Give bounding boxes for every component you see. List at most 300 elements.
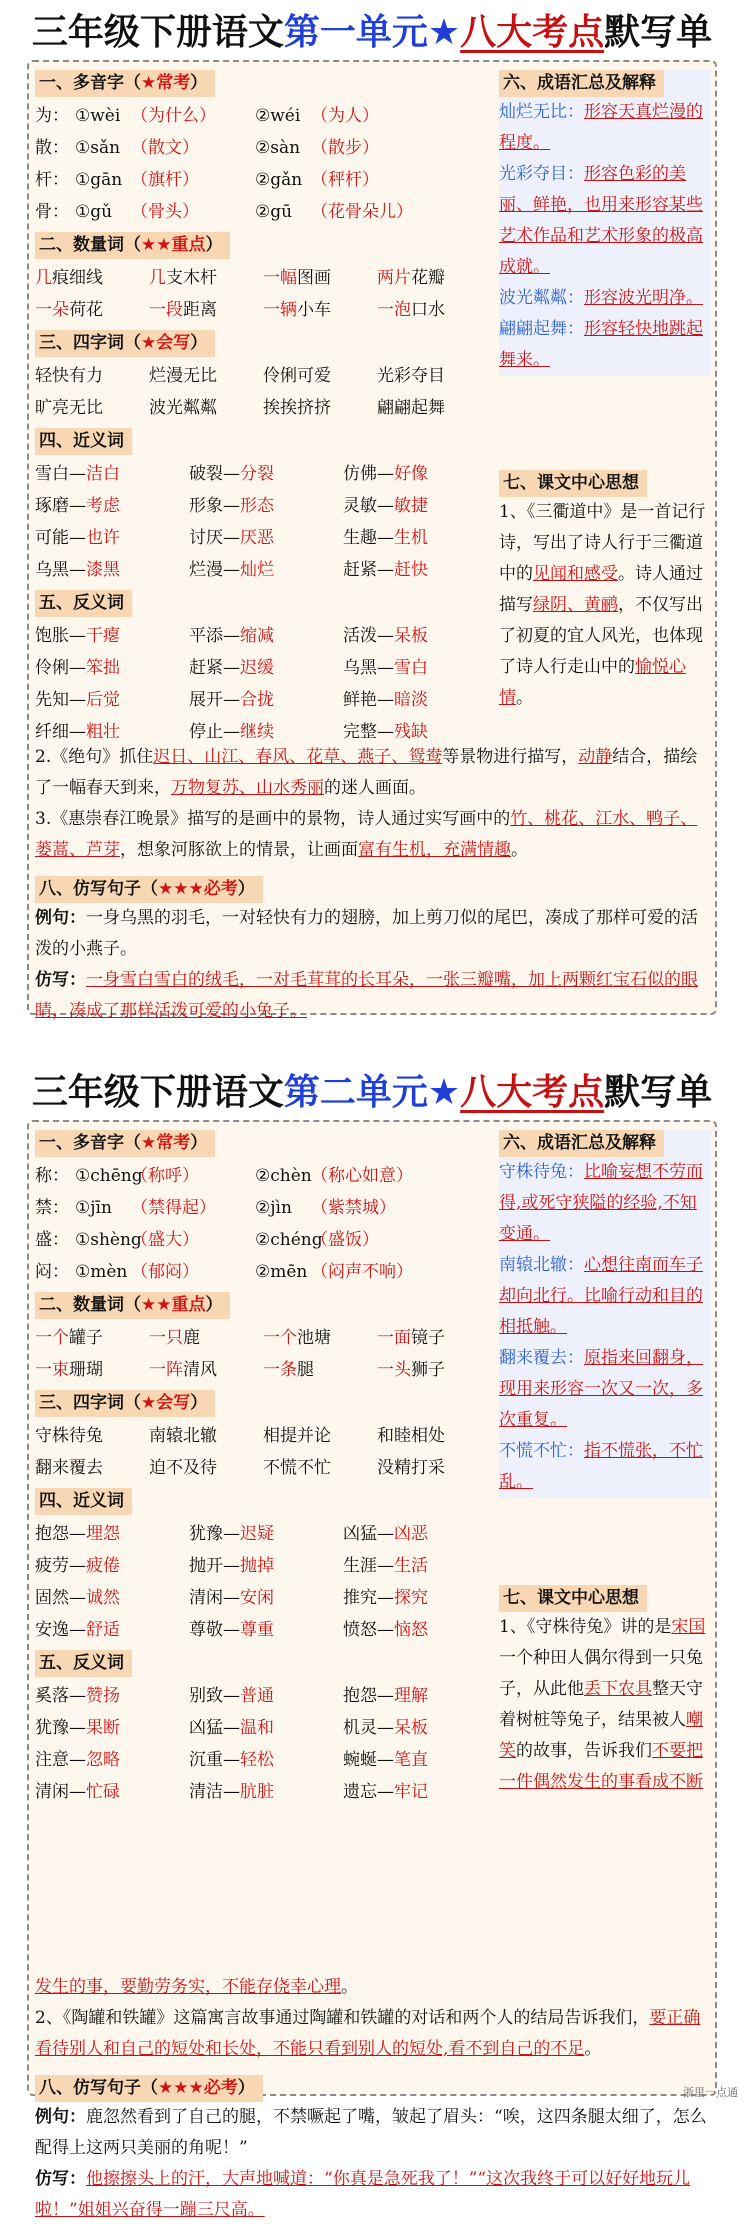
fourchar-row	[35, 1452, 493, 1484]
antonym-answer: 牢记	[394, 1782, 428, 1802]
synonym-answer: 埋怨	[86, 1524, 120, 1544]
measure-noun: 池塘	[297, 1328, 331, 1348]
word-2: （花骨朵儿）	[311, 202, 413, 222]
fourchar-heading-text: 三、四字词（	[39, 333, 141, 353]
antonym-answer: 肮脏	[240, 1782, 274, 1802]
antonym-answer: 笔直	[394, 1750, 428, 1770]
antonym-pair	[189, 652, 274, 684]
central-idea-1-run: 见闻和感受	[533, 564, 618, 584]
measure-word: 一泡	[377, 300, 411, 320]
measure-item	[149, 294, 217, 326]
antonym-word: 犹豫—	[35, 1718, 86, 1738]
antonym-word: 抱怨—	[343, 1686, 394, 1706]
antonym-word: 纤细—	[35, 722, 86, 742]
synonym-word: 尊敬—	[189, 1620, 240, 1640]
fourchar-word: 没精打采	[377, 1458, 445, 1478]
fourchar-heading	[35, 1390, 215, 1417]
central-idea-heading	[499, 470, 647, 497]
fourchar-word: 南辕北辙	[149, 1426, 217, 1446]
word-1: （称呼）	[131, 1166, 199, 1186]
measure-heading-text: 二、数量词（	[39, 1295, 141, 1315]
synonym-answer: 形态	[240, 496, 274, 516]
central-idea-1-run: 的故事，告诉我们	[516, 1741, 652, 1761]
fourchar-word: 烂漫无比	[149, 366, 217, 386]
synonym-pair	[343, 554, 428, 586]
antonym-answer: 忽略	[86, 1750, 120, 1770]
central-idea-1-run: 宋国	[671, 1617, 706, 1637]
imitation-label: 仿写：	[35, 970, 86, 990]
antonym-answer: 理解	[394, 1686, 428, 1706]
antonym-pair	[343, 684, 428, 716]
antonym-pair	[189, 684, 274, 716]
spacer	[35, 866, 711, 876]
word-2: （紫禁城）	[311, 1198, 396, 1218]
measure-item	[377, 262, 445, 294]
measure-word: 一面	[377, 1328, 411, 1348]
central-idea-1-run: 愉悦心情	[499, 657, 686, 708]
pinyin-1: ①gān	[75, 170, 123, 190]
fourchar-row	[35, 392, 493, 424]
fourchar-heading-stars: ★会写	[141, 1393, 191, 1413]
measure-heading-text: 二、数量词（	[39, 235, 141, 255]
word-2: （秤杆）	[311, 170, 379, 190]
synonym-word: 雪白—	[35, 464, 86, 484]
antonym-word: 别致—	[189, 1686, 240, 1706]
polyphone-char: 骨：	[35, 202, 69, 222]
measure-row	[35, 1354, 493, 1386]
antonym-word: 赶紧—	[189, 658, 240, 678]
measure-heading-close: ）	[205, 235, 223, 255]
synonym-pair	[189, 1582, 274, 1614]
antonym-answer: 雪白	[394, 658, 428, 678]
synonym-pair	[189, 1550, 274, 1582]
central-idea-1-run: 。诗人通过描写	[499, 564, 703, 615]
idiom-item	[499, 97, 711, 159]
synonym-pair	[35, 490, 120, 522]
synonym-answer: 厌恶	[240, 528, 274, 548]
central-idea-3-run: 。	[511, 840, 528, 860]
word-2: （为人）	[311, 106, 379, 126]
synonym-answer: 分裂	[240, 464, 274, 484]
pinyin-2: ②chéng	[255, 1230, 323, 1250]
measure-word: 一朵	[35, 300, 69, 320]
central-idea-1-run: 嘲笑	[499, 1710, 703, 1761]
polyphone-char: 杆：	[35, 170, 69, 190]
antonym-answer: 呆板	[394, 626, 428, 646]
idiom-item	[499, 1157, 711, 1250]
synonym-answer: 迟疑	[240, 1524, 274, 1544]
central-idea-3-run: ，想象河豚欲上的情景，让画面	[120, 840, 358, 860]
synonym-answer: 漆黑	[86, 560, 120, 580]
synonym-pair	[189, 554, 274, 586]
synonym-pair	[35, 554, 120, 586]
synonym-word: 疲劳—	[35, 1556, 86, 1576]
idiom-explanation: 形容波光明净。	[584, 288, 703, 308]
synonym-word: 凶猛—	[343, 1524, 394, 1544]
idiom-explanation: 原指来回翻身，现用来形容一次又一次，多次重复。	[499, 1348, 703, 1430]
synonym-word: 赶紧—	[343, 560, 394, 580]
synonym-word: 犹豫—	[189, 1524, 240, 1544]
measure-item	[377, 1354, 445, 1386]
antonym-word: 完整—	[343, 722, 394, 742]
antonym-answer: 轻松	[240, 1750, 274, 1770]
measure-item	[377, 294, 445, 326]
imitation-sentence	[35, 965, 711, 1027]
fourchar-word: 光彩夺目	[377, 366, 445, 386]
measure-noun: 距离	[183, 300, 217, 320]
word-2: （盛饭）	[311, 1230, 379, 1250]
example-sentence	[35, 903, 711, 965]
synonym-row	[35, 490, 493, 522]
central-idea-2-run: 动静	[578, 747, 613, 767]
pinyin-2: ②mēn	[255, 1262, 308, 1282]
synonym-word: 烂漫—	[189, 560, 240, 580]
synonym-word: 可能—	[35, 528, 86, 548]
synonym-pair	[343, 458, 428, 490]
polyphone-heading-stars: ★常考	[141, 73, 191, 93]
synonym-word: 仿佛—	[343, 464, 394, 484]
title-sheet: 默写单	[604, 12, 713, 53]
fourchar-word: 迫不及待	[149, 1458, 217, 1478]
antonym-word: 平添—	[189, 626, 240, 646]
antonym-answer: 后觉	[86, 690, 120, 710]
central-idea-1-run: 一个种田人偶尔得到一只兔子，从此他	[499, 1648, 703, 1699]
antonym-heading-text: 五、反义词	[39, 593, 124, 613]
antonym-pair	[343, 1712, 428, 1744]
idiom-term: 翩翩起舞：	[499, 319, 584, 339]
synonym-answer: 恼怒	[394, 1620, 428, 1640]
polyphone-char: 盛：	[35, 1230, 69, 1250]
antonym-word: 奚落—	[35, 1686, 86, 1706]
synonym-word: 灵敏—	[343, 496, 394, 516]
measure-item	[263, 1354, 314, 1386]
synonym-answer: 灿烂	[240, 560, 274, 580]
idiom-explanation: 形容天真烂漫的程度。	[499, 102, 703, 153]
central-idea-1-run: 1、《三衢道中》是一首记行诗，写出了诗人行于三衢道中的	[499, 502, 706, 584]
polyphone-char: 称：	[35, 1166, 69, 1186]
antonym-answer: 缩减	[240, 626, 274, 646]
polyphone-char: 禁：	[35, 1198, 69, 1218]
watermark-text: 浙里一点通	[683, 2086, 738, 2099]
central-idea-1-run: 发生的事，要勤劳务实，不能存侥幸心理	[35, 1977, 341, 1997]
imitation-heading	[35, 876, 263, 903]
idiom-item	[499, 314, 711, 376]
central-idea-1	[499, 497, 711, 714]
imitation-heading-stars: ★★★必考	[158, 2078, 238, 2098]
pinyin-1: ①wèi	[75, 106, 121, 126]
antonym-word: 鲜艳—	[343, 690, 394, 710]
central-idea-1	[499, 1612, 711, 1798]
synonym-pair	[189, 522, 274, 554]
imitation-text: 一身雪白雪白的绒毛，一对毛茸茸的长耳朵，一张三瓣嘴，加上两颗红宝石似的眼睛，凑成了那样活泼可爱的小兔子。	[35, 970, 698, 1021]
fourchar-word: 不慌不忙	[263, 1458, 331, 1478]
antonym-pair	[189, 1712, 274, 1744]
polyphone-heading-text: 一、多音字（	[39, 1133, 141, 1153]
idiom-term: 波光粼粼：	[499, 288, 584, 308]
central-idea-2-run: 2.《绝句》抓住	[35, 747, 154, 767]
central-idea-3-run: 3.《惠崇春江晚景》描写的是画中的景物，诗人通过实写画中的	[35, 809, 511, 829]
fourchar-word: 挨挨挤挤	[263, 398, 331, 418]
idiom-box	[499, 1130, 711, 1498]
central-idea-1-run: 1、《守株待兔》讲的是	[499, 1617, 672, 1637]
antonym-pair	[35, 1776, 120, 1808]
polyphone-row	[35, 1256, 493, 1288]
central-idea-3	[35, 804, 711, 866]
imitation-heading-stars: ★★★必考	[158, 879, 238, 899]
word-1: （禁得起）	[131, 1198, 216, 1218]
measure-noun: 珊瑚	[69, 1360, 103, 1380]
pinyin-2: ②gǎn	[255, 170, 303, 190]
antonym-heading	[35, 1650, 132, 1677]
measure-noun: 腿	[297, 1360, 314, 1380]
polyphone-row	[35, 196, 493, 228]
measure-item	[263, 1322, 331, 1354]
word-1: （郁闷）	[131, 1262, 199, 1282]
synonym-word: 乌黑—	[35, 560, 86, 580]
measure-item	[35, 294, 103, 326]
central-idea-1-cont	[35, 1972, 711, 2003]
fourchar-word: 和睦相处	[377, 1426, 445, 1446]
synonym-heading	[35, 428, 132, 455]
antonym-pair	[343, 652, 428, 684]
antonym-pair	[343, 1680, 428, 1712]
polyphone-heading-close: ）	[190, 1133, 208, 1153]
title-unit: 第二单元	[283, 1072, 428, 1113]
antonym-pair	[35, 1744, 120, 1776]
polyphone-char: 为：	[35, 106, 69, 126]
measure-word: 一个	[263, 1328, 297, 1348]
central-idea-heading-text: 七、课文中心思想	[503, 473, 639, 493]
imitation-heading-text: 八、仿写句子（	[39, 2078, 158, 2098]
measure-heading-close: ）	[205, 1295, 223, 1315]
example-label: 例句：	[35, 2107, 86, 2127]
central-idea-1-run: 。	[516, 688, 533, 708]
synonym-answer: 赶快	[394, 560, 428, 580]
central-idea-2	[35, 742, 711, 804]
pinyin-1: ①gǔ	[75, 202, 113, 222]
antonym-word: 伶俐—	[35, 658, 86, 678]
antonym-pair	[35, 1712, 120, 1744]
fourchar-word: 守株待兔	[35, 1426, 103, 1446]
synonym-row	[35, 458, 493, 490]
antonym-word: 展开—	[189, 690, 240, 710]
idiom-box	[499, 70, 711, 376]
central-idea-3-run: 富有生机，充满情趣	[358, 840, 511, 860]
antonym-word: 清闲—	[35, 1782, 86, 1802]
idiom-explanation: 指不慌张，不忙乱。	[499, 1441, 703, 1492]
central-idea-heading-text: 七、课文中心思想	[503, 1588, 639, 1608]
synonym-row	[35, 1614, 493, 1646]
antonym-answer: 忙碌	[86, 1782, 120, 1802]
polyphone-row	[35, 132, 493, 164]
title-grade: 三年级下册语文	[31, 1072, 284, 1113]
imitation-heading-text: 八、仿写句子（	[39, 879, 158, 899]
synonym-answer: 也许	[86, 528, 120, 548]
synonym-word: 清闲—	[189, 1588, 240, 1608]
measure-noun: 荷花	[69, 300, 103, 320]
idiom-explanation: 比喻妄想不劳而得,或死守狭隘的经验,不知变通。	[499, 1162, 703, 1244]
imitation-heading-close: ）	[237, 2078, 255, 2098]
antonym-pair	[35, 652, 120, 684]
polyphone-heading-stars: ★常考	[141, 1133, 191, 1153]
bottom-band	[35, 742, 711, 1027]
central-idea-2-run: 结合，描绘了一幅春天到来，	[35, 747, 698, 798]
synonym-word: 生涯—	[343, 1556, 394, 1576]
fourchar-heading	[35, 330, 215, 357]
worksheet-frame	[27, 60, 717, 1021]
measure-row	[35, 1322, 493, 1354]
polyphone-row	[35, 100, 493, 132]
synonym-pair	[343, 1614, 428, 1646]
idiom-term: 灿烂无比：	[499, 102, 584, 122]
word-2: （称心如意）	[311, 1166, 413, 1186]
pinyin-1: ①sǎn	[75, 138, 121, 158]
measure-word: 一个	[35, 1328, 69, 1348]
measure-item	[35, 262, 103, 294]
synonym-row	[35, 1518, 493, 1550]
antonym-word: 蜿蜒—	[343, 1750, 394, 1770]
antonym-heading-text: 五、反义词	[39, 1653, 124, 1673]
synonym-word: 推究—	[343, 1588, 394, 1608]
polyphone-row	[35, 164, 493, 196]
antonym-pair	[189, 620, 274, 652]
example-sentence	[35, 2102, 711, 2164]
fourchar-word: 伶俐可爱	[263, 366, 331, 386]
pinyin-1: ①jīn	[75, 1198, 112, 1218]
measure-item	[263, 294, 331, 326]
antonym-pair	[189, 1744, 274, 1776]
idiom-item	[499, 1436, 711, 1498]
title-star: ★	[427, 1072, 461, 1113]
pinyin-2: ②wéi	[255, 106, 301, 126]
synonym-answer: 生活	[394, 1556, 428, 1576]
central-idea-2-run: 万物复苏、山水秀丽	[171, 778, 324, 798]
antonym-answer: 暗淡	[394, 690, 428, 710]
measure-item	[35, 1354, 103, 1386]
synonym-word: 琢磨—	[35, 496, 86, 516]
measure-word: 一条	[263, 1360, 297, 1380]
idiom-heading-text: 六、成语汇总及解释	[503, 73, 656, 93]
measure-item	[149, 1354, 217, 1386]
measure-word: 一辆	[263, 300, 297, 320]
antonym-answer: 赞扬	[86, 1686, 120, 1706]
antonym-word: 清洁—	[189, 1782, 240, 1802]
measure-noun: 花瓣	[411, 268, 445, 288]
antonym-heading	[35, 590, 132, 617]
imitation-heading-close: ）	[237, 879, 255, 899]
antonym-pair	[343, 1744, 428, 1776]
measure-word: 几	[35, 268, 52, 288]
synonym-answer: 洁白	[86, 464, 120, 484]
measure-noun: 口水	[411, 300, 445, 320]
synonym-row	[35, 522, 493, 554]
polyphone-heading-close: ）	[190, 73, 208, 93]
title-sheet: 默写单	[604, 1072, 713, 1113]
synonym-answer: 抛掉	[240, 1556, 274, 1576]
fourchar-row	[35, 1420, 493, 1452]
synonym-answer: 诚然	[86, 1588, 120, 1608]
polyphone-row	[35, 1160, 493, 1192]
fourchar-word: 波光粼粼	[149, 398, 217, 418]
measure-item	[377, 1322, 445, 1354]
title-points: 八大考点	[460, 1072, 605, 1113]
antonym-word: 先知—	[35, 690, 86, 710]
central-idea-3-run: 竹、桃花、江水、鸭子、蒌蒿、芦芽	[35, 809, 698, 860]
fourchar-heading-close: ）	[190, 1393, 208, 1413]
central-idea-2-run: 要正确看待别人和自己的短处和长处，不能只看到别人的短处,看不到自己的不足	[35, 2008, 701, 2059]
imitation-label: 仿写：	[35, 2169, 86, 2189]
antonym-answer: 果断	[86, 1718, 120, 1738]
idiom-heading-text: 六、成语汇总及解释	[503, 1133, 656, 1153]
antonym-word: 凶猛—	[189, 1718, 240, 1738]
polyphone-char: 闷：	[35, 1262, 69, 1282]
synonym-answer: 凶恶	[394, 1524, 428, 1544]
measure-noun: 罐子	[69, 1328, 103, 1348]
central-idea-1-run: 整天守着树桩等兔子，结果被人	[499, 1679, 703, 1730]
idiom-term: 翻来覆去：	[499, 1348, 584, 1368]
antonym-word: 饱胀—	[35, 626, 86, 646]
measure-word: 两片	[377, 268, 411, 288]
imitation-sentence	[35, 2164, 711, 2226]
antonym-row	[35, 1680, 493, 1712]
fourchar-word: 翩翩起舞	[377, 398, 445, 418]
fourchar-heading-close: ）	[190, 333, 208, 353]
synonym-pair	[189, 1614, 274, 1646]
central-idea-2-run: 2、《陶罐和铁罐》这篇寓言故事通过陶罐和铁罐的对话和两个人的结局告诉我们，	[35, 2008, 650, 2028]
antonym-row	[35, 1744, 493, 1776]
antonym-answer: 温和	[240, 1718, 274, 1738]
polyphone-char: 散：	[35, 138, 69, 158]
imitation-heading	[35, 2075, 263, 2102]
measure-item	[35, 1322, 103, 1354]
idiom-term: 不慌不忙：	[499, 1441, 584, 1461]
fourchar-word: 旷亮无比	[35, 398, 103, 418]
idiom-item	[499, 1343, 711, 1436]
central-idea-2-run: 等景物进行描写，	[442, 747, 579, 767]
central-idea-box	[499, 1585, 711, 1798]
central-idea-2	[35, 2003, 711, 2065]
antonym-answer: 笨拙	[86, 658, 120, 678]
synonym-pair	[343, 490, 428, 522]
measure-noun: 清风	[183, 1360, 217, 1380]
synonym-pair	[189, 458, 274, 490]
synonym-word: 愤怒—	[343, 1620, 394, 1640]
central-idea-1-run: 丢下农具	[584, 1679, 652, 1699]
measure-row	[35, 294, 493, 326]
antonym-word: 乌黑—	[343, 658, 394, 678]
antonym-row	[35, 684, 493, 716]
idiom-term: 南辕北辙：	[499, 1255, 584, 1275]
title-points: 八大考点	[460, 12, 605, 53]
antonym-answer: 继续	[240, 722, 274, 742]
idiom-term: 光彩夺目：	[499, 164, 584, 184]
imitation-text: 他擦擦头上的汗，大声地喊道：“你真是急死我了！”“这次我终于可以好好地玩儿啦！”姐姐兴奋得一蹦三尺高。	[35, 2169, 691, 2220]
example-label: 例句：	[35, 908, 86, 928]
title-star: ★	[427, 12, 461, 53]
synonym-answer: 舒适	[86, 1620, 120, 1640]
measure-word: 一束	[35, 1360, 69, 1380]
antonym-answer: 呆板	[394, 1718, 428, 1738]
synonym-pair	[35, 1614, 120, 1646]
fourchar-word: 相提并论	[263, 1426, 331, 1446]
idiom-item	[499, 1250, 711, 1343]
synonym-pair	[343, 522, 428, 554]
synonym-answer: 好像	[394, 464, 428, 484]
word-2: （散步）	[311, 138, 379, 158]
idiom-heading	[499, 1130, 664, 1157]
measure-word: 一只	[149, 1328, 183, 1348]
synonym-heading-text: 四、近义词	[39, 1491, 124, 1511]
